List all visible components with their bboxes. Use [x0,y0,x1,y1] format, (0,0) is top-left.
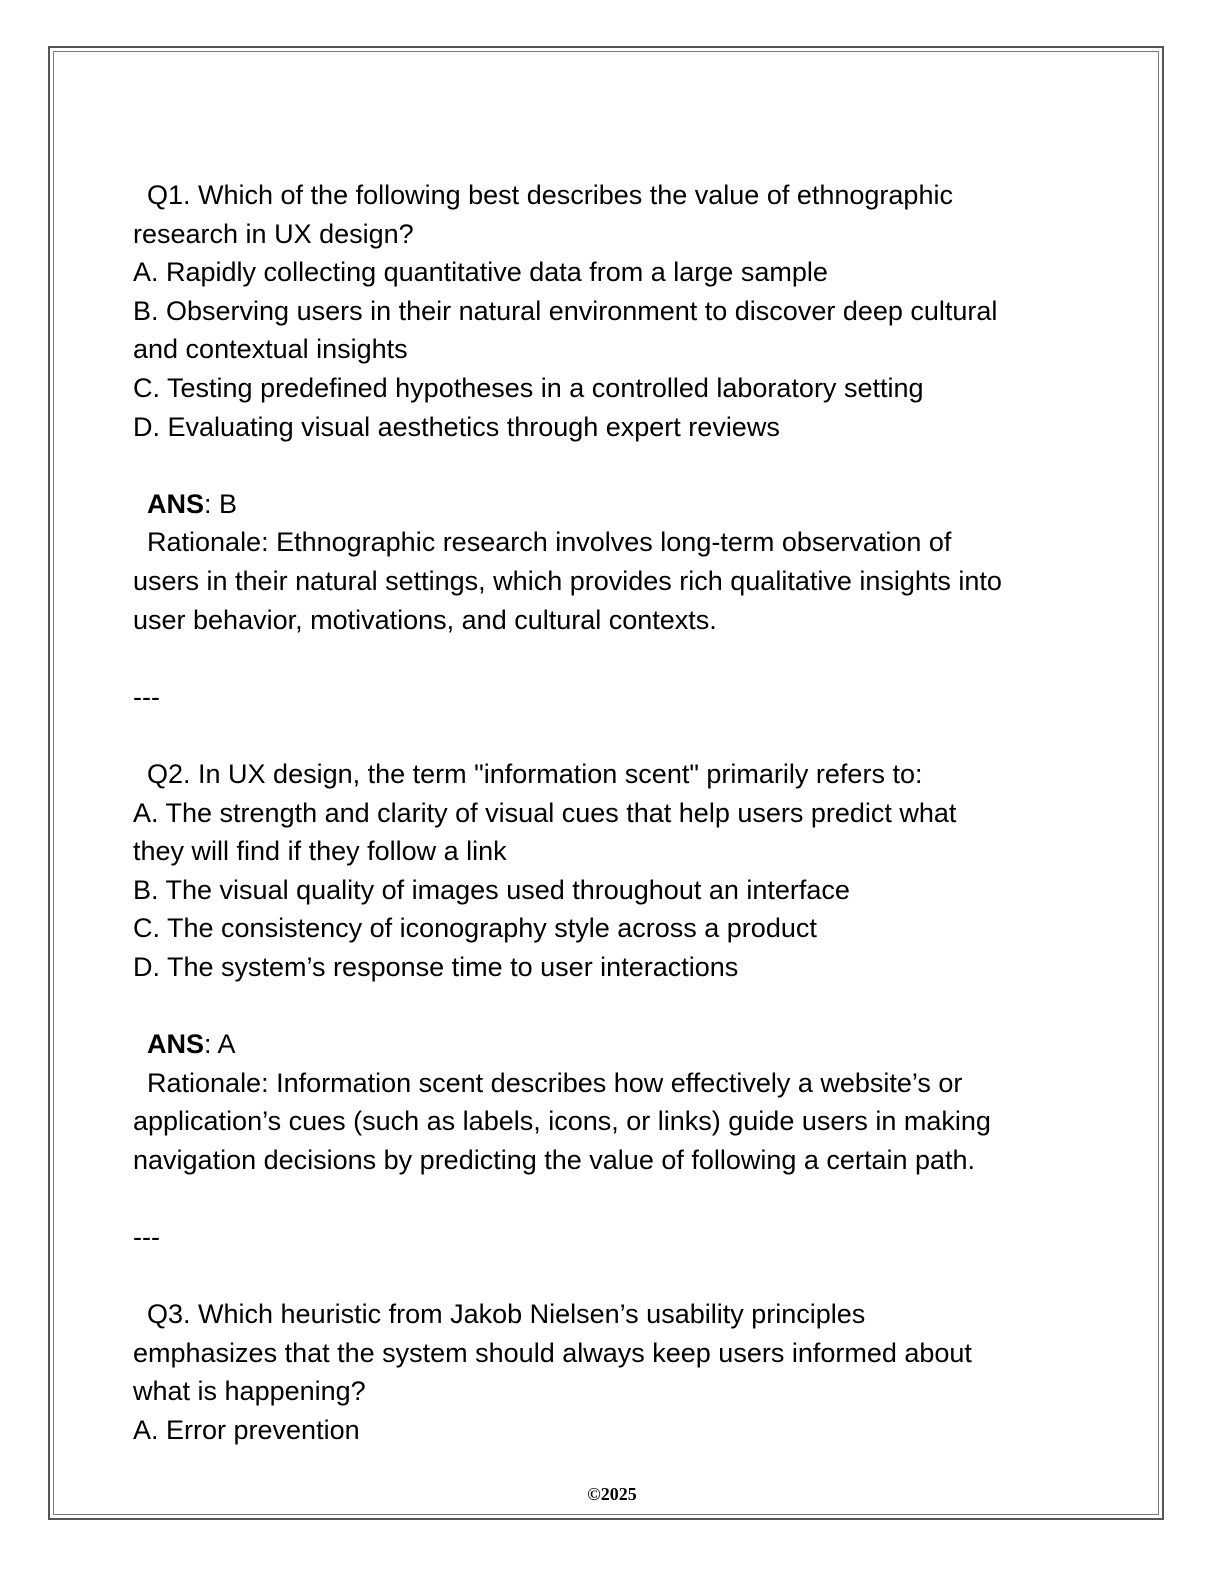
spacer [133,446,1093,485]
q2-question-line-1: Q2. In UX design, the term "information scent" primarily refers to: [147,758,923,789]
q1-option-b-line-1: B. Observing users in their natural environment to discover deep cultural [133,295,998,326]
separator: --- [133,681,160,712]
q1-option-c: C. Testing predefined hypotheses in a controlled laboratory setting [133,372,924,403]
spacer [133,986,1093,1025]
q2-rationale-line-2: application’s cues (such as labels, icons, or links) guide users in making [133,1106,991,1137]
q2-answer-value: : A [204,1029,236,1060]
spacer [133,639,1093,678]
q1-answer-value: : B [204,488,238,519]
document-body [133,176,1093,1450]
q1-rationale-line-2: users in their natural settings, which provides rich qualitative insights into [133,565,1002,596]
q3-question-line-3: what is happening? [133,1376,366,1407]
copyright-footer: ©2025 [587,1484,637,1504]
spacer [133,1179,1093,1218]
q1-question-line-2: research in UX design? [133,218,414,249]
spacer [133,1257,1093,1296]
q3-question-line-1: Q3. Which heuristic from Jakob Nielsen’s usability principles [147,1299,866,1330]
q2-option-b: B. The visual quality of images used throughout an interface [133,874,850,905]
q2-option-a-line-2: they will find if they follow a link [133,836,507,867]
q2-rationale-line-1: Rationale: Information scent describes how effectively a website’s or [147,1067,963,1098]
q1-answer-label: ANS [147,488,205,519]
q1-rationale-line-3: user behavior, motivations, and cultural contexts. [133,604,717,635]
q1-option-a: A. Rapidly collecting quantitative data from a large sample [133,257,828,288]
q2-answer [133,1025,1093,1064]
q2-answer-label: ANS [147,1029,205,1060]
q2-option-a-line-1: A. The strength and clarity of visual cues that help users predict what [133,797,957,828]
q3-option-a: A. Error prevention [133,1415,360,1445]
q2-rationale-line-3: navigation decisions by predicting the value of following a certain path. [133,1144,976,1175]
q1-question-line-1: Q1. Which of the following best describes the value of ethnographic [147,180,953,210]
q1-option-b-line-2: and contextual insights [133,334,408,365]
q2-option-d: D. The system’s response time to user interactions [133,951,739,982]
q2-option-c: C. The consistency of iconography style across a product [133,913,817,944]
q1-option-d: D. Evaluating visual aesthetics through expert reviews [133,411,780,442]
q1-rationale-line-1: Rationale: Ethnographic research involves long-term observation of [147,527,952,558]
q1-answer [133,485,1093,524]
separator: --- [133,1222,160,1253]
spacer [133,716,1093,755]
q3-question-line-2: emphasizes that the system should always keep users informed about [133,1337,972,1368]
